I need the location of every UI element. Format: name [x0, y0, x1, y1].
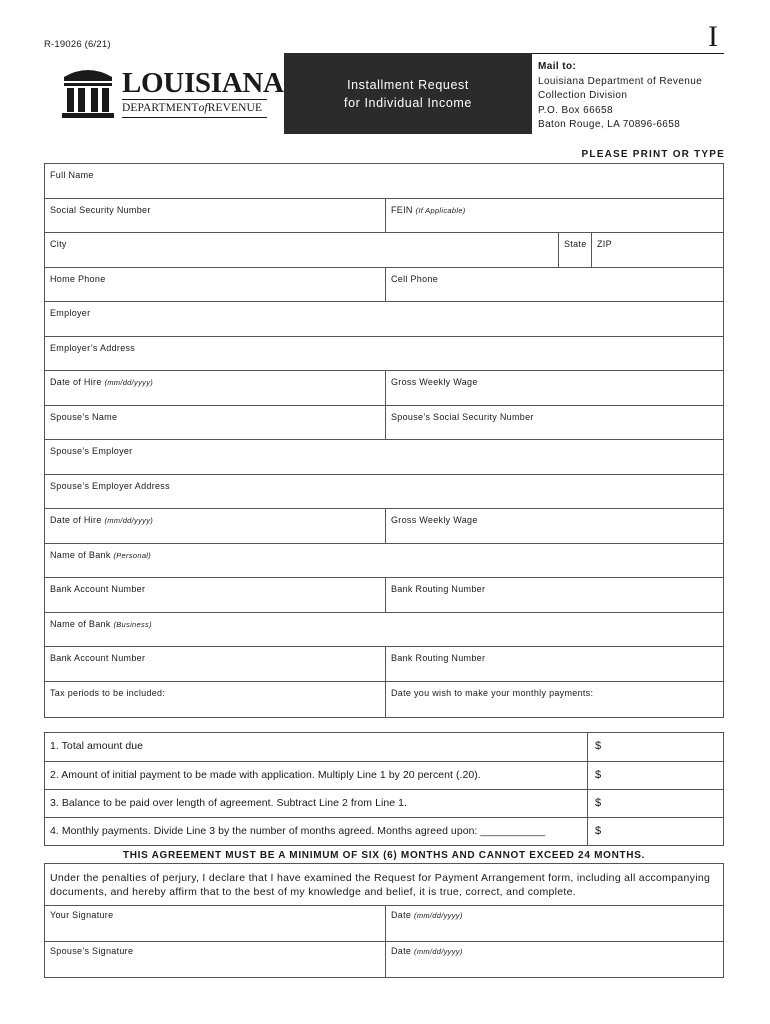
- employer-label: Employer: [50, 308, 91, 318]
- payment-calculation-table: [44, 732, 724, 846]
- logo-title: LOUISIANA: [122, 67, 284, 99]
- spouse-gross-weekly-wage-field[interactable]: [385, 509, 723, 543]
- spouse-name-field[interactable]: [45, 406, 385, 439]
- payment-date-field[interactable]: [385, 682, 723, 717]
- spouse-signature-date-field[interactable]: [385, 942, 723, 977]
- spouse-date-of-hire-format: (mm/dd/yyyy): [104, 516, 154, 525]
- employer-address-field[interactable]: [45, 337, 723, 370]
- bank-account-personal-label: Bank Account Number: [50, 584, 146, 594]
- cell-phone-label: Cell Phone: [391, 274, 439, 284]
- your-signature-label: Your Signature: [50, 910, 114, 920]
- bank-routing-personal-field[interactable]: [385, 578, 723, 612]
- bank-account-business-field[interactable]: [45, 647, 385, 681]
- print-instruction: PLEASE PRINT OR TYPE: [581, 149, 725, 160]
- form-number: R-19026 (6/21): [44, 39, 111, 50]
- zip-label: ZIP: [597, 239, 612, 249]
- tax-periods-label: Tax periods to be included:: [50, 688, 166, 698]
- state-field[interactable]: [558, 233, 591, 267]
- home-phone-label: Home Phone: [50, 274, 106, 284]
- spouse-name-label: Spouse’s Name: [50, 412, 118, 422]
- spouse-signature-label: Spouse’s Signature: [50, 946, 134, 956]
- date-of-hire-field[interactable]: [45, 371, 385, 405]
- form-title-line-2: for Individual Income: [344, 95, 472, 110]
- bank-name-personal-label: Name of Bank: [50, 550, 111, 560]
- bank-name-business-field[interactable]: [45, 613, 723, 646]
- form-title-banner: [284, 53, 532, 134]
- fein-note: (If Applicable): [415, 206, 466, 215]
- cell-phone-field[interactable]: [385, 268, 723, 301]
- spouse-signature-row: [45, 941, 723, 977]
- spouse-ssn-label: Spouse’s Social Security Number: [391, 412, 534, 422]
- logo-sub-of: of: [198, 102, 208, 114]
- logo-sub-pre: DEPARTMENT: [122, 102, 199, 114]
- zip-field[interactable]: [591, 233, 723, 267]
- personal-note: (Personal): [113, 551, 152, 560]
- your-signature-field[interactable]: [45, 906, 385, 941]
- ssn-label: Social Security Number: [50, 205, 151, 215]
- fein-label: FEIN: [391, 205, 413, 215]
- bank-name-personal-field[interactable]: [45, 544, 723, 577]
- employer-field[interactable]: [45, 302, 723, 336]
- signature-date-field[interactable]: [385, 906, 723, 941]
- mail-line-3: P.O. Box 66658: [538, 104, 613, 116]
- mailing-address: [532, 53, 724, 134]
- payment-date-label: Date you wish to make your monthly payments:: [391, 688, 594, 698]
- date-of-hire-format: (mm/dd/yyyy): [104, 378, 154, 387]
- bank-routing-business-label: Bank Routing Number: [391, 653, 486, 663]
- calc-row-4: [45, 817, 723, 845]
- form-title-line-1: Installment Request: [347, 77, 469, 92]
- mail-heading: Mail to:: [538, 61, 577, 72]
- monthly-payments-label: 4. Monthly payments. Divide Line 3 by the number of months agreed. Months agreed upon: ___________: [50, 825, 546, 837]
- perjury-declaration: [44, 863, 724, 978]
- capitol-building-icon: [60, 67, 116, 119]
- spouse-employer-field[interactable]: [45, 440, 723, 474]
- bank-account-business-label: Bank Account Number: [50, 653, 146, 663]
- balance-label: 3. Balance to be paid over length of agreement. Subtract Line 2 from Line 1.: [50, 797, 407, 809]
- form-code: I: [708, 20, 718, 53]
- full-name-field[interactable]: [45, 164, 723, 198]
- spouse-signature-field[interactable]: [45, 942, 385, 977]
- calc-row-2: [45, 761, 723, 789]
- calc-row-1: [45, 733, 723, 761]
- home-phone-field[interactable]: [45, 268, 385, 301]
- monthly-payments-field[interactable]: $: [587, 818, 723, 845]
- mail-line-1: Louisiana Department of Revenue: [538, 75, 703, 87]
- bank-routing-business-field[interactable]: [385, 647, 723, 681]
- spouse-date-of-hire-field[interactable]: [45, 509, 385, 543]
- gross-weekly-wage-field[interactable]: [385, 371, 723, 405]
- initial-payment-field[interactable]: $: [587, 762, 723, 789]
- spouse-employer-address-field[interactable]: [45, 475, 723, 508]
- balance-field[interactable]: $: [587, 790, 723, 817]
- taxpayer-info-grid: [44, 163, 724, 718]
- bank-name-business-label: Name of Bank: [50, 619, 111, 629]
- gross-weekly-wage-label: Gross Weekly Wage: [391, 377, 478, 387]
- total-amount-due-field[interactable]: $: [587, 733, 723, 761]
- business-note: (Business): [113, 620, 152, 629]
- tax-periods-field[interactable]: [45, 682, 385, 717]
- spouse-signature-date-format: (mm/dd/yyyy): [414, 947, 463, 956]
- agreement-term-note: THIS AGREEMENT MUST BE A MINIMUM OF SIX (6) MONTHS AND CANNOT EXCEED 24 MONTHS.: [122, 850, 646, 861]
- logo-subtitle: [122, 102, 262, 114]
- logo-rule: [122, 99, 267, 100]
- total-amount-due-label: 1. Total amount due: [50, 740, 143, 752]
- state-label: State: [564, 239, 587, 249]
- bank-routing-personal-label: Bank Routing Number: [391, 584, 486, 594]
- signature-date-format: (mm/dd/yyyy): [414, 911, 463, 920]
- logo-rule-bottom: [122, 117, 267, 118]
- spouse-signature-date-label: Date: [391, 946, 412, 956]
- signature-row: [45, 905, 723, 941]
- louisiana-revenue-logo: [44, 53, 284, 134]
- bank-account-personal-field[interactable]: [45, 578, 385, 612]
- spouse-gross-weekly-wage-label: Gross Weekly Wage: [391, 515, 478, 525]
- calc-row-3: [45, 789, 723, 817]
- spouse-ssn-field[interactable]: [385, 406, 723, 439]
- mail-line-2: Collection Division: [538, 90, 628, 101]
- city-field[interactable]: [45, 233, 558, 267]
- mail-line-4: Baton Rouge, LA 70896-6658: [538, 119, 681, 130]
- spouse-date-of-hire-label: Date of Hire: [50, 515, 102, 525]
- signature-date-label: Date: [391, 910, 412, 920]
- employer-address-label: Employer’s Address: [50, 343, 136, 353]
- city-label: City: [50, 239, 67, 249]
- perjury-text: Under the penalties of perjury, I declare that I have examined the Request for Payment Arrangement form, including all accompanying documents, and hereby affirm that to the best of my knowledge and belief, it is true, correct, and complete.: [50, 872, 711, 898]
- spouse-employer-address-label: Spouse’s Employer Address: [50, 481, 170, 491]
- fein-field[interactable]: [385, 199, 723, 232]
- logo-sub-post: REVENUE: [207, 102, 263, 114]
- spouse-employer-label: Spouse’s Employer: [50, 446, 133, 456]
- ssn-field[interactable]: [45, 199, 385, 232]
- date-of-hire-label: Date of Hire: [50, 377, 102, 387]
- full-name-label: Full Name: [50, 170, 94, 180]
- initial-payment-label: 2. Amount of initial payment to be made with application. Multiply Line 1 by 20 percent (.20).: [50, 769, 481, 781]
